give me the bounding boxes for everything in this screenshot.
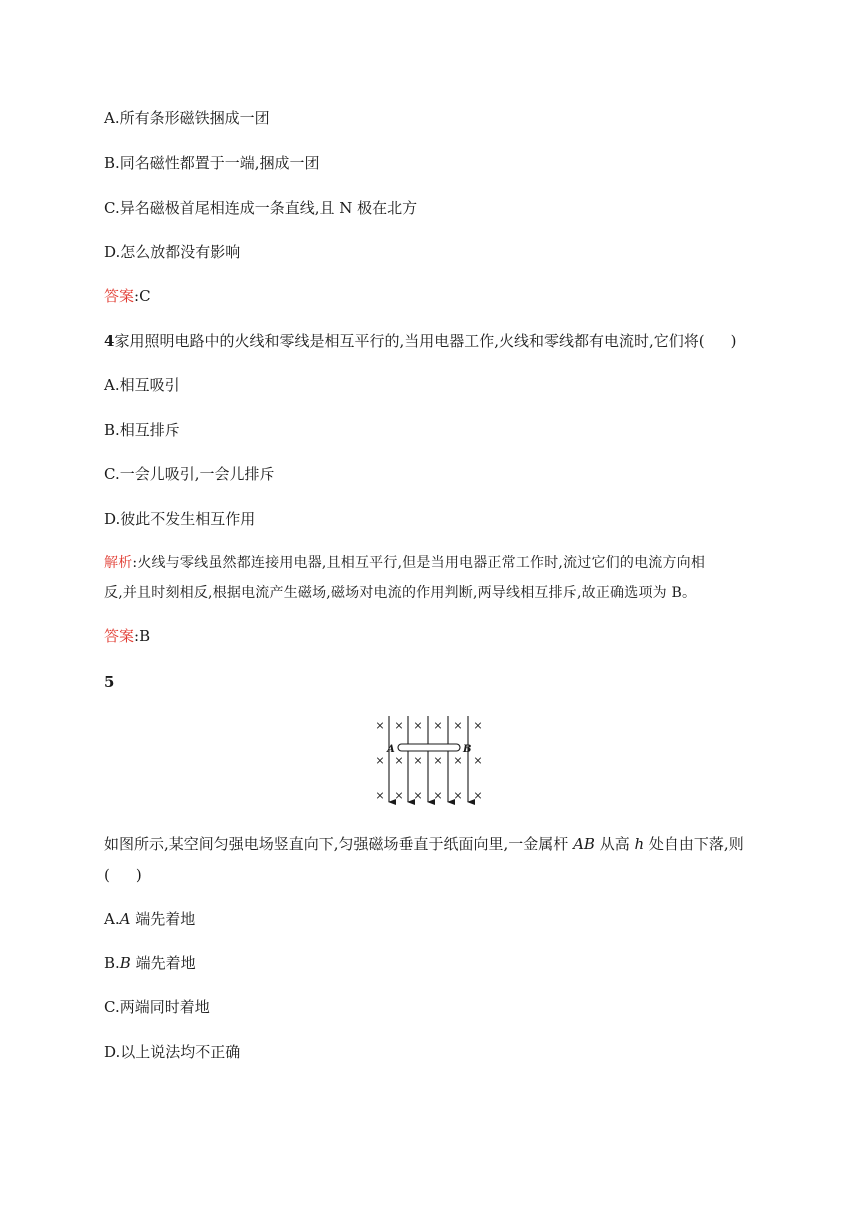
q4-number: 4 [104,332,115,350]
q5-stem-part1: 如图所示,某空间匀强电场竖直向下,匀强磁场垂直于纸面向里,一金属杆 [104,835,574,853]
q4-analysis [104,548,744,608]
q5-option-a [104,909,195,929]
q3-option-c: C.异名磁极首尾相连成一条直线,且 N 极在北方 [104,199,418,217]
magnetic-cross: × [413,719,423,732]
q5-option-b [104,953,196,973]
magnetic-cross: × [433,719,443,732]
q4-answer [104,626,150,646]
q4-option-b: B.相互排斥 [104,421,180,439]
q5-option-b-letter: B [119,954,131,972]
q5-option-b-text: 端先着地 [130,954,196,972]
q4-option-c: C.一会儿吸引,一会儿排斥 [104,465,275,483]
magnetic-cross: × [375,754,385,767]
q5-option-c: C.两端同时着地 [104,998,210,1016]
rod-end-label-b: B [463,744,472,755]
q4-option-a: A.相互吸引 [104,376,180,394]
magnetic-cross: × [394,719,404,732]
q5-number: 5 [104,673,115,691]
q4-option-d: D.彼此不发生相互作用 [104,510,256,528]
q5-option-b-prefix: B. [104,954,120,972]
magnetic-field-crosses [375,719,482,802]
magnetic-cross: × [375,789,385,802]
magnetic-cross: × [413,789,423,802]
q3-option-a: A.所有条形磁铁捆成一团 [104,109,270,127]
magnetic-cross: × [375,719,385,732]
q5-paren-close: ) [135,866,142,884]
magnetic-cross: × [453,719,463,732]
q4-stem-end: ) [730,332,737,350]
q4-stem [104,331,736,351]
magnetic-cross: × [453,754,463,767]
q5-stem-part3: 处自由下落,则 [644,835,744,853]
q4-analysis-line2: 反,并且时刻相反,根据电流产生磁场,磁场对电流的作用判断,两导线相互排斥,故正确选项为 B。 [104,585,697,601]
q3-option-b: B.同名磁性都置于一端,捆成一团 [104,154,320,172]
metal-rod [398,744,460,751]
q4-stem-text: 家用照明电路中的火线和零线是相互平行的,当用电器工作,火线和零线都有电流时,它们将( [114,332,705,350]
field-diagram [368,712,492,808]
q3-option-d: D.怎么放都没有影响 [104,243,241,261]
q4-answer-value: :B [134,627,151,645]
q5-stem-ab: AB [573,835,595,853]
q4-analysis-line1: :火线与零线虽然都连接用电器,且相互平行,但是当用电器正常工作时,流过它们的电流方向相 [132,555,706,571]
q5-option-a-prefix: A. [104,910,120,928]
magnetic-cross: × [394,754,404,767]
magnetic-cross: × [453,789,463,802]
magnetic-cross: × [473,754,483,767]
q5-option-a-letter: A [119,910,131,928]
q3-answer-label: 答案 [104,287,135,305]
magnetic-cross: × [413,754,423,767]
magnetic-cross: × [473,789,483,802]
q4-answer-label: 答案 [104,627,135,645]
q5-stem-paren [104,865,142,885]
q5-option-d: D.以上说法均不正确 [104,1043,241,1061]
q5-stem-h: h [634,835,645,853]
magnetic-cross: × [473,719,483,732]
magnetic-cross: × [394,789,404,802]
q5-option-a-text: 端先着地 [130,910,196,928]
q5-stem-part2: 从高 [594,835,635,853]
q3-answer [104,286,151,306]
magnetic-cross: × [433,789,443,802]
magnetic-cross: × [433,754,443,767]
q4-analysis-label: 解析 [104,555,133,571]
q5-paren-open: ( [104,866,110,884]
q3-answer-value: :C [134,287,151,305]
rod-end-label-a: A [387,744,395,755]
q5-stem [104,834,744,854]
